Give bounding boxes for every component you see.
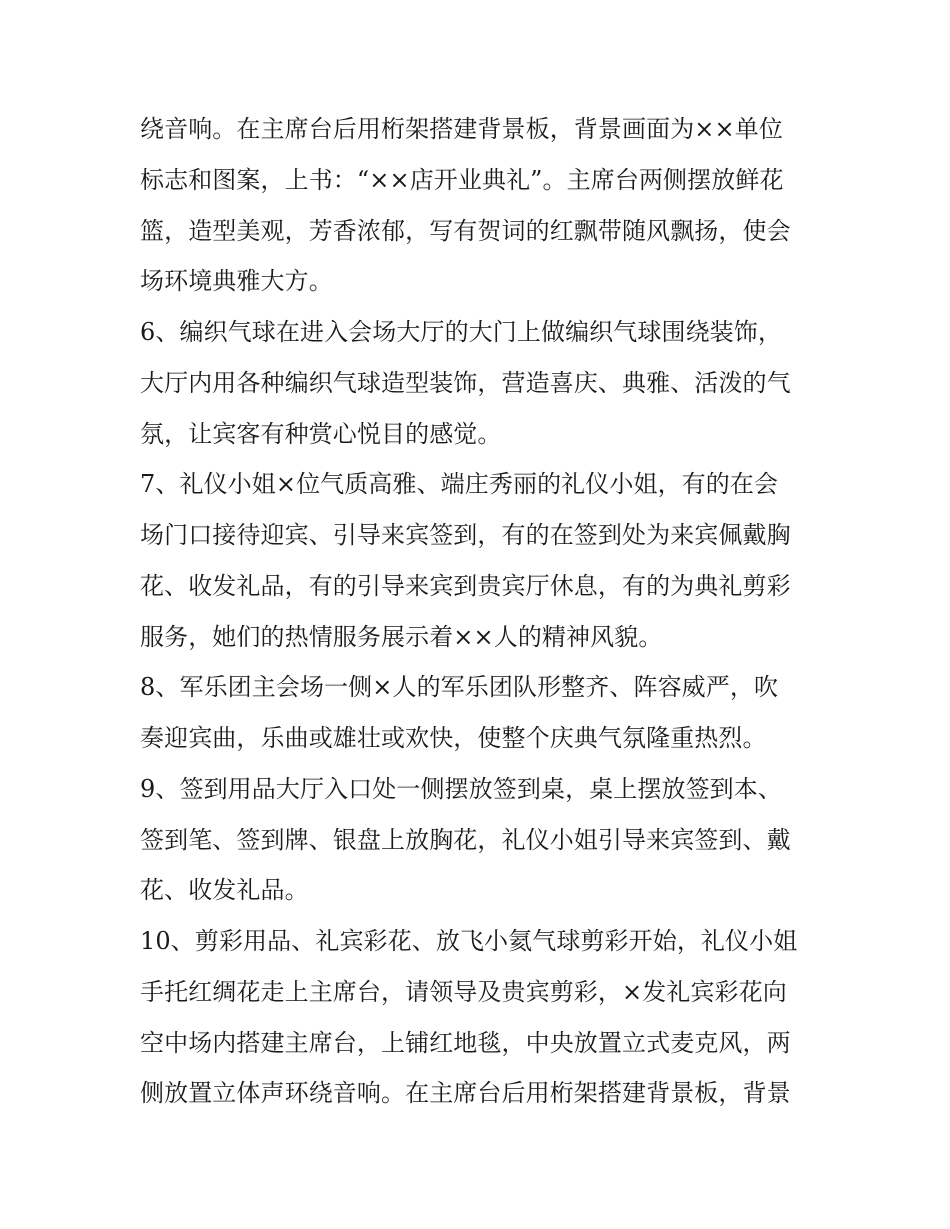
text-line: 花、收发礼品。 — [140, 876, 309, 905]
text-line: 大厅内用各种编织气球造型装饰，营造喜庆、典雅、活泼的气 — [140, 368, 791, 397]
text-line: 场环境典雅大方。 — [140, 267, 333, 296]
text-line: 氛，让宾客有种赏心悦目的感觉。 — [140, 419, 502, 448]
text-line: 6、编织气球在进入会场大厅的大门上做编织气球围绕装饰， — [140, 318, 782, 346]
text-line: 手托红绸花走上主席台，请领导及贵宾剪彩，×发礼宾彩花向 — [140, 977, 787, 1006]
text-line: 签到笔、签到牌、银盘上放胸花，礼仪小姐引导来宾签到、戴 — [140, 825, 791, 854]
text-line: 标志和图案，上书：“××店开业典礼”。主席台两侧摆放鲜花 — [140, 165, 784, 194]
text-line: 8、军乐团主会场一侧×人的军乐团队形整齐、阵容威严，吹 — [140, 673, 779, 702]
text-line: 绕音响。在主席台后用桁架搭建背景板，背景画面为××单位 — [140, 115, 783, 143]
text-line: 篮，造型美观，芳香浓郁，写有贺词的红飘带随风飘扬，使会 — [140, 216, 791, 245]
text-line: 侧放置立体声环绕音响。在主席台后用桁架搭建背景板，背景 — [140, 1079, 791, 1108]
body-text — [140, 104, 820, 1119]
text-line: 7、礼仪小姐×位气质高雅、端庄秀丽的礼仪小姐，有的在会 — [140, 470, 779, 499]
text-line: 10、剪彩用品、礼宾彩花、放飞小氦气球剪彩开始，礼仪小姐 — [140, 927, 798, 955]
text-line: 9、签到用品大厅入口处一侧摆放签到桌，桌上摆放签到本、 — [140, 774, 782, 803]
text-line: 服务，她们的热情服务展示着××人的精神风貌。 — [140, 622, 663, 651]
text-line: 场门口接待迎宾、引导来宾签到，有的在签到处为来宾佩戴胸 — [140, 521, 791, 549]
text-line: 空中场内搭建主席台，上铺红地毯，中央放置立式麦克风，两 — [140, 1028, 791, 1057]
text-line: 花、收发礼品，有的引导来宾到贵宾厅休息，有的为典礼剪彩 — [140, 571, 791, 600]
text-line: 奏迎宾曲，乐曲或雄壮或欢快，使整个庆典气氛隆重热烈。 — [140, 724, 767, 752]
